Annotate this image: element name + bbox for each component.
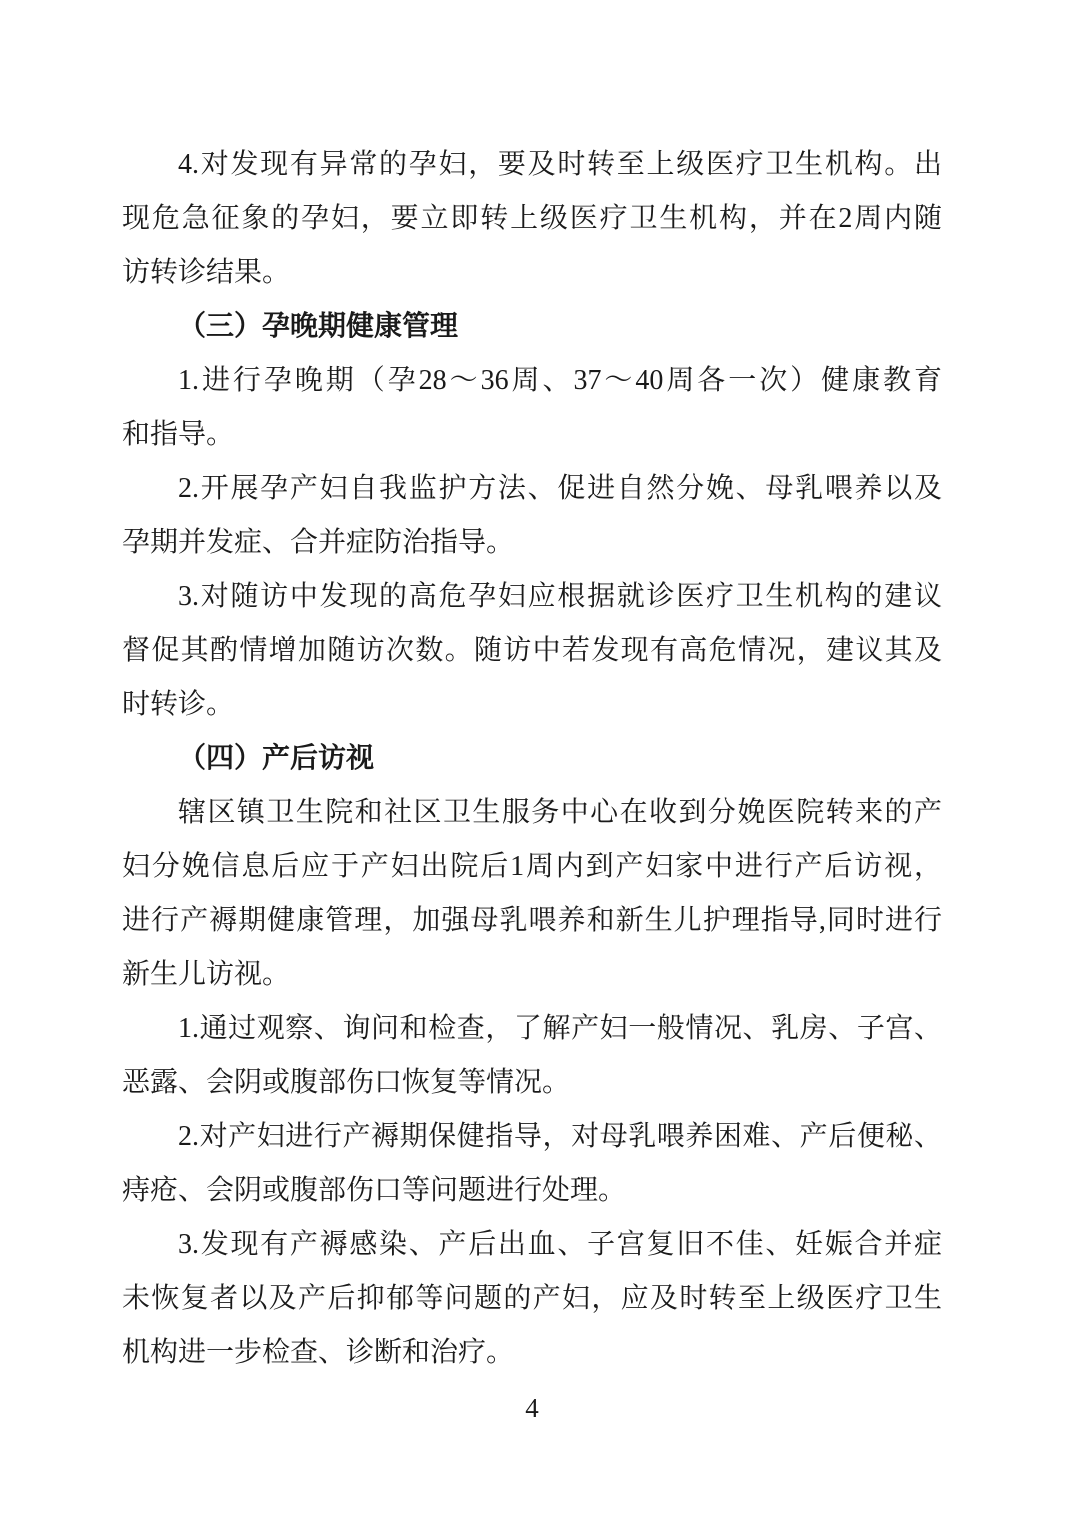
text-line: 时转诊。 (122, 689, 235, 720)
page-number: 4 (525, 1393, 539, 1423)
text-line: 痔疮、会阴或腹部伤口等问题进行处理。 (122, 1175, 627, 1206)
text-line: 恶露、会阴或腹部伤口恢复等情况。 (122, 1067, 571, 1098)
text-line: 1.通过观察、询问和检查，了解产妇一般情况、乳房、子宫、 (178, 1013, 942, 1044)
text-line: 4.对发现有异常的孕妇，要及时转至上级医疗卫生机构。出 (178, 149, 942, 180)
text-line: 妇分娩信息后应于产妇出院后1周内到产妇家中进行产后访视， (122, 851, 942, 882)
text-line: 进行产褥期健康管理，加强母乳喂养和新生儿护理指导,同时进行 (122, 905, 942, 936)
text-line: 1.进行孕晚期（孕28～36周、37～40周各一次）健康教育 (178, 365, 942, 396)
text-line: 和指导。 (122, 419, 235, 450)
text-line: 机构进一步检查、诊断和治疗。 (122, 1337, 515, 1368)
text-line: 新生儿访视。 (122, 959, 291, 990)
page-body-text (122, 138, 942, 1380)
text-line: 辖区镇卫生院和社区卫生服务中心在收到分娩医院转来的产 (178, 797, 942, 828)
text-line: 3.发现有产褥感染、产后出血、子宫复旧不佳、妊娠合并症 (178, 1229, 942, 1260)
section-heading: （四）产后访视 (178, 743, 375, 774)
text-line: 现危急征象的孕妇，要立即转上级医疗卫生机构，并在2周内随 (122, 203, 942, 234)
text-line: 未恢复者以及产后抑郁等问题的产妇，应及时转至上级医疗卫生 (122, 1283, 942, 1314)
text-line: 孕期并发症、合并症防治指导。 (122, 527, 515, 558)
text-line: 督促其酌情增加随访次数。随访中若发现有高危情况，建议其及 (122, 635, 942, 666)
text-line: 2.对产妇进行产褥期保健指导，对母乳喂养困难、产后便秘、 (178, 1121, 942, 1152)
section-heading: （三）孕晚期健康管理 (178, 311, 459, 342)
text-line: 2.开展孕产妇自我监护方法、促进自然分娩、母乳喂养以及 (178, 473, 942, 504)
text-line: 3.对随访中发现的高危孕妇应根据就诊医疗卫生机构的建议 (178, 581, 942, 612)
text-line: 访转诊结果。 (122, 257, 291, 288)
